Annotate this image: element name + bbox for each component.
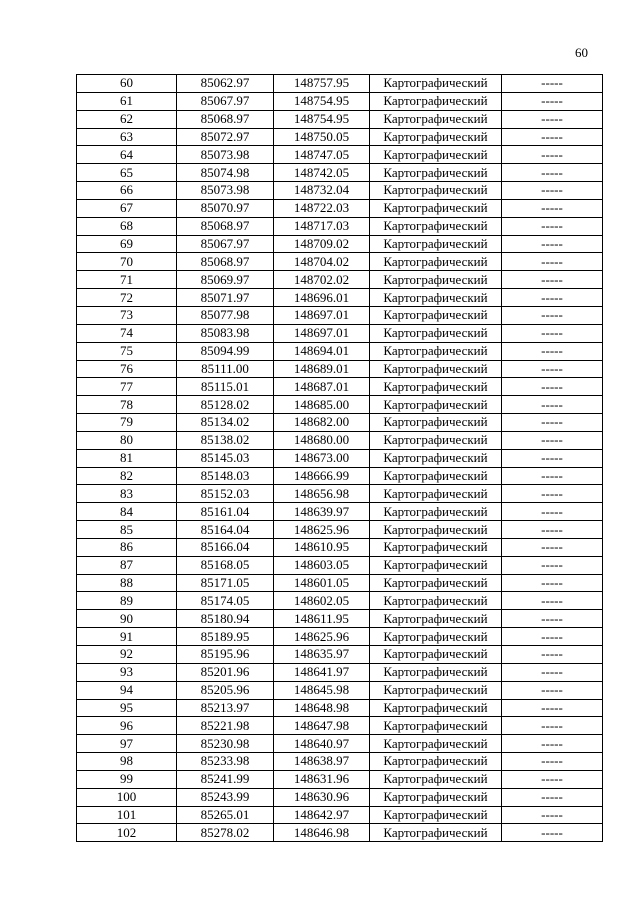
table-row xyxy=(77,485,603,503)
table-row xyxy=(77,306,603,324)
accuracy-cell: ----- xyxy=(502,735,603,753)
method-cell: Картографический xyxy=(370,485,502,503)
point-number-cell: 92 xyxy=(77,646,177,664)
y-coordinate-cell: 148717.03 xyxy=(274,217,370,235)
method-cell: Картографический xyxy=(370,735,502,753)
method-cell: Картографический xyxy=(370,699,502,717)
point-number-cell: 87 xyxy=(77,556,177,574)
table-row xyxy=(77,503,603,521)
x-coordinate-cell: 85148.03 xyxy=(177,467,274,485)
point-number-cell: 62 xyxy=(77,110,177,128)
method-cell: Картографический xyxy=(370,628,502,646)
table-row xyxy=(77,164,603,182)
x-coordinate-cell: 85073.98 xyxy=(177,182,274,200)
x-coordinate-cell: 85171.05 xyxy=(177,574,274,592)
x-coordinate-cell: 85174.05 xyxy=(177,592,274,610)
accuracy-cell: ----- xyxy=(502,271,603,289)
point-number-cell: 64 xyxy=(77,146,177,164)
point-number-cell: 90 xyxy=(77,610,177,628)
accuracy-cell: ----- xyxy=(502,217,603,235)
accuracy-cell: ----- xyxy=(502,92,603,110)
table-row xyxy=(77,521,603,539)
coordinates-table xyxy=(76,74,603,842)
y-coordinate-cell: 148641.97 xyxy=(274,663,370,681)
accuracy-cell: ----- xyxy=(502,164,603,182)
x-coordinate-cell: 85094.99 xyxy=(177,342,274,360)
accuracy-cell: ----- xyxy=(502,414,603,432)
y-coordinate-cell: 148687.01 xyxy=(274,378,370,396)
accuracy-cell: ----- xyxy=(502,253,603,271)
point-number-cell: 76 xyxy=(77,360,177,378)
accuracy-cell: ----- xyxy=(502,663,603,681)
method-cell: Картографический xyxy=(370,788,502,806)
table-row xyxy=(77,663,603,681)
method-cell: Картографический xyxy=(370,92,502,110)
point-number-cell: 75 xyxy=(77,342,177,360)
point-number-cell: 71 xyxy=(77,271,177,289)
table-row xyxy=(77,574,603,592)
x-coordinate-cell: 85068.97 xyxy=(177,253,274,271)
method-cell: Картографический xyxy=(370,449,502,467)
x-coordinate-cell: 85230.98 xyxy=(177,735,274,753)
accuracy-cell: ----- xyxy=(502,717,603,735)
accuracy-cell: ----- xyxy=(502,610,603,628)
y-coordinate-cell: 148754.95 xyxy=(274,110,370,128)
table-row xyxy=(77,628,603,646)
table-row xyxy=(77,235,603,253)
x-coordinate-cell: 85152.03 xyxy=(177,485,274,503)
point-number-cell: 83 xyxy=(77,485,177,503)
y-coordinate-cell: 148702.02 xyxy=(274,271,370,289)
method-cell: Картографический xyxy=(370,253,502,271)
point-number-cell: 85 xyxy=(77,521,177,539)
table-row xyxy=(77,289,603,307)
method-cell: Картографический xyxy=(370,378,502,396)
method-cell: Картографический xyxy=(370,431,502,449)
x-coordinate-cell: 85077.98 xyxy=(177,306,274,324)
table-row xyxy=(77,556,603,574)
y-coordinate-cell: 148635.97 xyxy=(274,646,370,664)
point-number-cell: 67 xyxy=(77,199,177,217)
accuracy-cell: ----- xyxy=(502,75,603,93)
method-cell: Картографический xyxy=(370,681,502,699)
x-coordinate-cell: 85205.96 xyxy=(177,681,274,699)
table-row xyxy=(77,824,603,842)
x-coordinate-cell: 85072.97 xyxy=(177,128,274,146)
y-coordinate-cell: 148754.95 xyxy=(274,92,370,110)
x-coordinate-cell: 85161.04 xyxy=(177,503,274,521)
point-number-cell: 101 xyxy=(77,806,177,824)
y-coordinate-cell: 148642.97 xyxy=(274,806,370,824)
point-number-cell: 86 xyxy=(77,538,177,556)
method-cell: Картографический xyxy=(370,646,502,664)
point-number-cell: 70 xyxy=(77,253,177,271)
method-cell: Картографический xyxy=(370,538,502,556)
table-row xyxy=(77,788,603,806)
y-coordinate-cell: 148611.95 xyxy=(274,610,370,628)
x-coordinate-cell: 85164.04 xyxy=(177,521,274,539)
x-coordinate-cell: 85180.94 xyxy=(177,610,274,628)
point-number-cell: 84 xyxy=(77,503,177,521)
accuracy-cell: ----- xyxy=(502,306,603,324)
accuracy-cell: ----- xyxy=(502,378,603,396)
x-coordinate-cell: 85070.97 xyxy=(177,199,274,217)
y-coordinate-cell: 148722.03 xyxy=(274,199,370,217)
x-coordinate-cell: 85233.98 xyxy=(177,753,274,771)
x-coordinate-cell: 85067.97 xyxy=(177,235,274,253)
x-coordinate-cell: 85111.00 xyxy=(177,360,274,378)
point-number-cell: 98 xyxy=(77,753,177,771)
point-number-cell: 65 xyxy=(77,164,177,182)
accuracy-cell: ----- xyxy=(502,574,603,592)
y-coordinate-cell: 148685.00 xyxy=(274,396,370,414)
point-number-cell: 100 xyxy=(77,788,177,806)
accuracy-cell: ----- xyxy=(502,182,603,200)
point-number-cell: 89 xyxy=(77,592,177,610)
point-number-cell: 82 xyxy=(77,467,177,485)
method-cell: Картографический xyxy=(370,217,502,235)
y-coordinate-cell: 148696.01 xyxy=(274,289,370,307)
x-coordinate-cell: 85145.03 xyxy=(177,449,274,467)
y-coordinate-cell: 148694.01 xyxy=(274,342,370,360)
point-number-cell: 79 xyxy=(77,414,177,432)
method-cell: Картографический xyxy=(370,503,502,521)
accuracy-cell: ----- xyxy=(502,503,603,521)
table-row xyxy=(77,717,603,735)
table-row xyxy=(77,75,603,93)
accuracy-cell: ----- xyxy=(502,146,603,164)
table-row xyxy=(77,753,603,771)
point-number-cell: 93 xyxy=(77,663,177,681)
accuracy-cell: ----- xyxy=(502,753,603,771)
x-coordinate-cell: 85069.97 xyxy=(177,271,274,289)
table-row xyxy=(77,592,603,610)
table-row xyxy=(77,467,603,485)
point-number-cell: 96 xyxy=(77,717,177,735)
y-coordinate-cell: 148603.05 xyxy=(274,556,370,574)
x-coordinate-cell: 85067.97 xyxy=(177,92,274,110)
x-coordinate-cell: 85241.99 xyxy=(177,770,274,788)
point-number-cell: 74 xyxy=(77,324,177,342)
accuracy-cell: ----- xyxy=(502,431,603,449)
method-cell: Картографический xyxy=(370,271,502,289)
method-cell: Картографический xyxy=(370,128,502,146)
table-row xyxy=(77,735,603,753)
y-coordinate-cell: 148689.01 xyxy=(274,360,370,378)
point-number-cell: 80 xyxy=(77,431,177,449)
method-cell: Картографический xyxy=(370,289,502,307)
y-coordinate-cell: 148682.00 xyxy=(274,414,370,432)
method-cell: Картографический xyxy=(370,556,502,574)
accuracy-cell: ----- xyxy=(502,699,603,717)
coordinates-table-body xyxy=(77,75,603,842)
x-coordinate-cell: 85128.02 xyxy=(177,396,274,414)
accuracy-cell: ----- xyxy=(502,235,603,253)
x-coordinate-cell: 85278.02 xyxy=(177,824,274,842)
method-cell: Картографический xyxy=(370,199,502,217)
point-number-cell: 99 xyxy=(77,770,177,788)
table-row xyxy=(77,217,603,235)
method-cell: Картографический xyxy=(370,414,502,432)
x-coordinate-cell: 85195.96 xyxy=(177,646,274,664)
table-row xyxy=(77,699,603,717)
accuracy-cell: ----- xyxy=(502,289,603,307)
table-row xyxy=(77,128,603,146)
table-row xyxy=(77,360,603,378)
point-number-cell: 72 xyxy=(77,289,177,307)
accuracy-cell: ----- xyxy=(502,199,603,217)
point-number-cell: 91 xyxy=(77,628,177,646)
method-cell: Картографический xyxy=(370,806,502,824)
method-cell: Картографический xyxy=(370,342,502,360)
y-coordinate-cell: 148631.96 xyxy=(274,770,370,788)
accuracy-cell: ----- xyxy=(502,110,603,128)
y-coordinate-cell: 148666.99 xyxy=(274,467,370,485)
accuracy-cell: ----- xyxy=(502,824,603,842)
accuracy-cell: ----- xyxy=(502,324,603,342)
method-cell: Картографический xyxy=(370,324,502,342)
method-cell: Картографический xyxy=(370,521,502,539)
accuracy-cell: ----- xyxy=(502,342,603,360)
y-coordinate-cell: 148747.05 xyxy=(274,146,370,164)
table-row xyxy=(77,342,603,360)
table-row xyxy=(77,182,603,200)
table-row xyxy=(77,199,603,217)
x-coordinate-cell: 85115.01 xyxy=(177,378,274,396)
point-number-cell: 63 xyxy=(77,128,177,146)
x-coordinate-cell: 85189.95 xyxy=(177,628,274,646)
x-coordinate-cell: 85166.04 xyxy=(177,538,274,556)
table-row xyxy=(77,324,603,342)
point-number-cell: 73 xyxy=(77,306,177,324)
method-cell: Картографический xyxy=(370,75,502,93)
point-number-cell: 61 xyxy=(77,92,177,110)
method-cell: Картографический xyxy=(370,753,502,771)
method-cell: Картографический xyxy=(370,467,502,485)
y-coordinate-cell: 148625.96 xyxy=(274,628,370,646)
y-coordinate-cell: 148732.04 xyxy=(274,182,370,200)
table-row xyxy=(77,271,603,289)
method-cell: Картографический xyxy=(370,306,502,324)
method-cell: Картографический xyxy=(370,574,502,592)
y-coordinate-cell: 148697.01 xyxy=(274,306,370,324)
method-cell: Картографический xyxy=(370,110,502,128)
y-coordinate-cell: 148648.98 xyxy=(274,699,370,717)
method-cell: Картографический xyxy=(370,164,502,182)
accuracy-cell: ----- xyxy=(502,592,603,610)
method-cell: Картографический xyxy=(370,770,502,788)
x-coordinate-cell: 85213.97 xyxy=(177,699,274,717)
x-coordinate-cell: 85083.98 xyxy=(177,324,274,342)
method-cell: Картографический xyxy=(370,235,502,253)
y-coordinate-cell: 148757.95 xyxy=(274,75,370,93)
y-coordinate-cell: 148680.00 xyxy=(274,431,370,449)
point-number-cell: 68 xyxy=(77,217,177,235)
y-coordinate-cell: 148704.02 xyxy=(274,253,370,271)
table-row xyxy=(77,538,603,556)
x-coordinate-cell: 85265.01 xyxy=(177,806,274,824)
method-cell: Картографический xyxy=(370,592,502,610)
y-coordinate-cell: 148697.01 xyxy=(274,324,370,342)
accuracy-cell: ----- xyxy=(502,467,603,485)
point-number-cell: 66 xyxy=(77,182,177,200)
y-coordinate-cell: 148673.00 xyxy=(274,449,370,467)
x-coordinate-cell: 85168.05 xyxy=(177,556,274,574)
y-coordinate-cell: 148601.05 xyxy=(274,574,370,592)
table-row xyxy=(77,806,603,824)
table-row xyxy=(77,414,603,432)
point-number-cell: 88 xyxy=(77,574,177,592)
x-coordinate-cell: 85074.98 xyxy=(177,164,274,182)
table-row xyxy=(77,610,603,628)
accuracy-cell: ----- xyxy=(502,538,603,556)
y-coordinate-cell: 148647.98 xyxy=(274,717,370,735)
accuracy-cell: ----- xyxy=(502,788,603,806)
accuracy-cell: ----- xyxy=(502,681,603,699)
x-coordinate-cell: 85138.02 xyxy=(177,431,274,449)
point-number-cell: 94 xyxy=(77,681,177,699)
table-row xyxy=(77,396,603,414)
table-row xyxy=(77,646,603,664)
point-number-cell: 102 xyxy=(77,824,177,842)
x-coordinate-cell: 85243.99 xyxy=(177,788,274,806)
page-number: 60 xyxy=(575,45,588,60)
point-number-cell: 60 xyxy=(77,75,177,93)
y-coordinate-cell: 148645.98 xyxy=(274,681,370,699)
y-coordinate-cell: 148610.95 xyxy=(274,538,370,556)
table-row xyxy=(77,449,603,467)
y-coordinate-cell: 148646.98 xyxy=(274,824,370,842)
method-cell: Картографический xyxy=(370,146,502,164)
point-number-cell: 78 xyxy=(77,396,177,414)
table-row xyxy=(77,431,603,449)
y-coordinate-cell: 148602.05 xyxy=(274,592,370,610)
y-coordinate-cell: 148625.96 xyxy=(274,521,370,539)
y-coordinate-cell: 148709.02 xyxy=(274,235,370,253)
x-coordinate-cell: 85071.97 xyxy=(177,289,274,307)
y-coordinate-cell: 148639.97 xyxy=(274,503,370,521)
table-row xyxy=(77,681,603,699)
table-row xyxy=(77,110,603,128)
x-coordinate-cell: 85068.97 xyxy=(177,110,274,128)
table-row xyxy=(77,146,603,164)
accuracy-cell: ----- xyxy=(502,521,603,539)
x-coordinate-cell: 85073.98 xyxy=(177,146,274,164)
table-row xyxy=(77,253,603,271)
x-coordinate-cell: 85201.96 xyxy=(177,663,274,681)
table-row xyxy=(77,92,603,110)
method-cell: Картографический xyxy=(370,182,502,200)
accuracy-cell: ----- xyxy=(502,770,603,788)
y-coordinate-cell: 148630.96 xyxy=(274,788,370,806)
point-number-cell: 97 xyxy=(77,735,177,753)
method-cell: Картографический xyxy=(370,717,502,735)
accuracy-cell: ----- xyxy=(502,128,603,146)
accuracy-cell: ----- xyxy=(502,556,603,574)
accuracy-cell: ----- xyxy=(502,806,603,824)
x-coordinate-cell: 85221.98 xyxy=(177,717,274,735)
accuracy-cell: ----- xyxy=(502,396,603,414)
table-row xyxy=(77,378,603,396)
accuracy-cell: ----- xyxy=(502,646,603,664)
x-coordinate-cell: 85062.97 xyxy=(177,75,274,93)
table-row xyxy=(77,770,603,788)
y-coordinate-cell: 148638.97 xyxy=(274,753,370,771)
accuracy-cell: ----- xyxy=(502,485,603,503)
y-coordinate-cell: 148656.98 xyxy=(274,485,370,503)
y-coordinate-cell: 148750.05 xyxy=(274,128,370,146)
point-number-cell: 95 xyxy=(77,699,177,717)
method-cell: Картографический xyxy=(370,824,502,842)
point-number-cell: 69 xyxy=(77,235,177,253)
point-number-cell: 77 xyxy=(77,378,177,396)
accuracy-cell: ----- xyxy=(502,360,603,378)
method-cell: Картографический xyxy=(370,360,502,378)
method-cell: Картографический xyxy=(370,610,502,628)
y-coordinate-cell: 148742.05 xyxy=(274,164,370,182)
x-coordinate-cell: 85068.97 xyxy=(177,217,274,235)
x-coordinate-cell: 85134.02 xyxy=(177,414,274,432)
y-coordinate-cell: 148640.97 xyxy=(274,735,370,753)
method-cell: Картографический xyxy=(370,663,502,681)
accuracy-cell: ----- xyxy=(502,628,603,646)
method-cell: Картографический xyxy=(370,396,502,414)
accuracy-cell: ----- xyxy=(502,449,603,467)
point-number-cell: 81 xyxy=(77,449,177,467)
